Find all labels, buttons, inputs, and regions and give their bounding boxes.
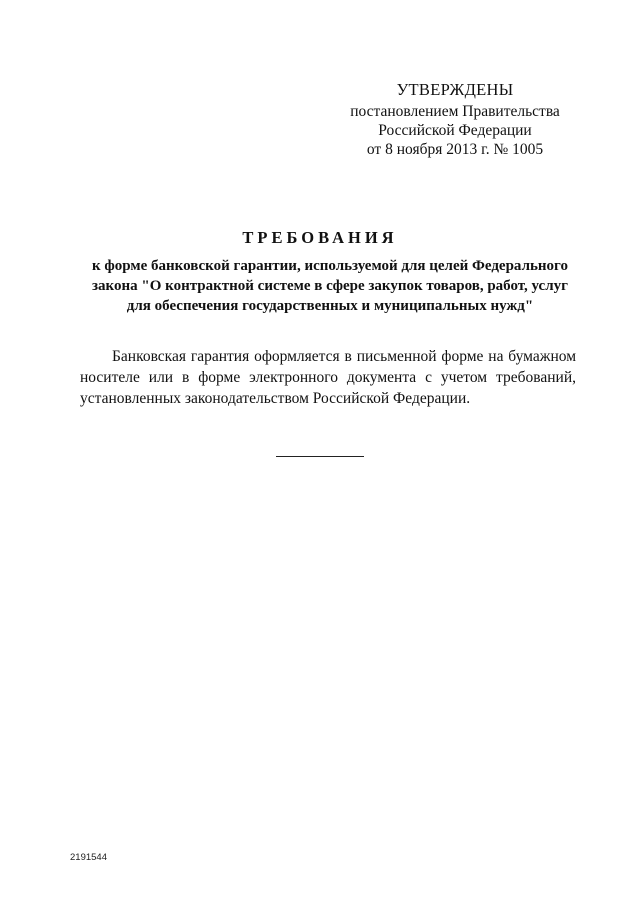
approval-line-date: от 8 ноября 2013 г. № 1005 (366, 141, 544, 158)
document-number: 2191544 (70, 852, 107, 863)
approval-heading: УТВЕРЖДЕНЫ (396, 80, 514, 99)
body-line: Банковская гарантия оформляется в письменной форме на бумажном (112, 348, 576, 365)
document-subtitle (60, 256, 600, 316)
approval-line-decree: постановлением Правительства (350, 103, 560, 120)
subtitle-line: для обеспечения государственных и муниципальных нужд" (126, 298, 534, 314)
end-divider (276, 456, 364, 457)
body-line: носителе или в форме электронного документа с учетом требований, (80, 369, 576, 386)
body-line: установленных законодательством Российской Федерации. (80, 390, 471, 407)
approval-line-federation: Российской Федерации (378, 122, 532, 139)
body-paragraph (80, 346, 576, 409)
subtitle-line: к форме банковской гарантии, используемой для целей Федерального (92, 258, 568, 274)
document-title: ТРЕБОВАНИЯ (242, 228, 398, 247)
subtitle-line: закона "О контрактной системе в сфере закупок товаров, работ, услуг (92, 278, 568, 294)
approval-block (330, 80, 580, 159)
